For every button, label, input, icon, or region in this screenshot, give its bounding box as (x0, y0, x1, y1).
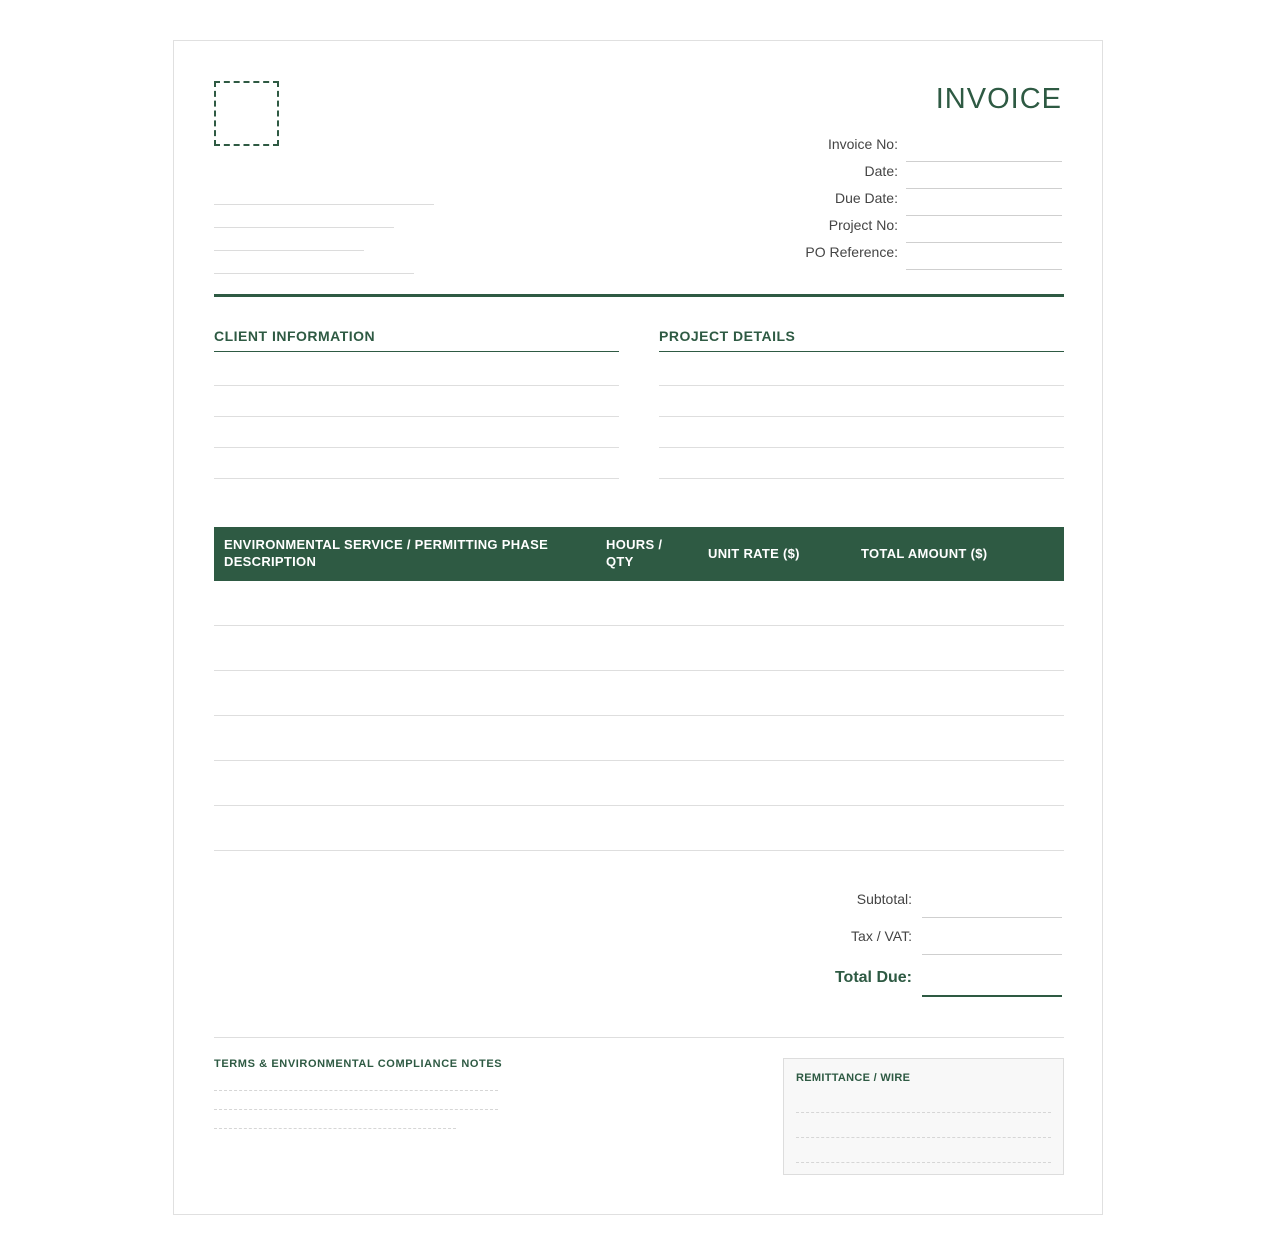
column-header-total-amount: TOTAL AMOUNT ($) (861, 546, 988, 561)
client-info-line-2[interactable] (214, 416, 619, 417)
total-due-label: Total Due: (834, 969, 912, 986)
table-row[interactable] (214, 805, 1064, 806)
table-row[interactable] (214, 850, 1064, 851)
invoice-number-label: Invoice No: (827, 136, 898, 152)
client-info-line-4[interactable] (214, 478, 619, 479)
invoice-page (173, 40, 1103, 1215)
terms-line-2[interactable] (214, 1109, 498, 1110)
client-info-line-1[interactable] (214, 385, 619, 386)
header-divider (214, 294, 1064, 297)
remittance-line-2[interactable] (796, 1137, 1051, 1138)
terms-line-3[interactable] (214, 1128, 456, 1129)
project-number-row (762, 217, 1062, 243)
tax-field[interactable] (922, 954, 1062, 955)
po-reference-row (762, 244, 1062, 270)
logo-placeholder[interactable] (214, 81, 279, 146)
table-row[interactable] (214, 760, 1064, 761)
footer-divider (214, 1037, 1064, 1038)
project-details-heading: PROJECT DETAILS (659, 328, 1064, 352)
due-date-row (762, 190, 1062, 216)
remittance-heading: REMITTANCE / WIRE (796, 1072, 911, 1084)
subtotal-label: Subtotal: (856, 891, 912, 907)
date-field[interactable] (906, 188, 1062, 189)
company-address-line-3[interactable] (214, 250, 364, 251)
subtotal-field[interactable] (922, 917, 1062, 918)
project-details-line-1[interactable] (659, 385, 1064, 386)
po-reference-label: PO Reference: (805, 244, 898, 260)
column-header-description: ENVIRONMENTAL SERVICE / PERMITTING PHASE DESCRIPTION (224, 537, 549, 569)
project-number-label: Project No: (828, 217, 898, 233)
invoice-title: INVOICE (935, 83, 1062, 115)
date-label: Date: (864, 163, 898, 179)
table-row[interactable] (214, 625, 1064, 626)
client-info-line-3[interactable] (214, 447, 619, 448)
tax-label: Tax / VAT: (851, 928, 912, 944)
line-items-table-header (214, 527, 1064, 581)
company-address-line-2[interactable] (214, 227, 394, 228)
due-date-label: Due Date: (834, 190, 898, 206)
project-details-line-2[interactable] (659, 416, 1064, 417)
total-due-field[interactable] (922, 995, 1062, 997)
company-address-line-4[interactable] (214, 273, 414, 274)
company-address-line-1[interactable] (214, 204, 434, 205)
column-header-hours-qty: HOURS / QTY (606, 537, 663, 569)
remittance-line-3[interactable] (796, 1162, 1051, 1163)
po-reference-field[interactable] (906, 269, 1062, 270)
invoice-number-row (762, 136, 1062, 162)
remittance-line-1[interactable] (796, 1112, 1051, 1113)
project-number-field[interactable] (906, 242, 1062, 243)
table-row[interactable] (214, 715, 1064, 716)
remittance-box (783, 1058, 1064, 1175)
project-details-line-4[interactable] (659, 478, 1064, 479)
invoice-number-field[interactable] (906, 161, 1062, 162)
column-header-unit-rate: UNIT RATE ($) (708, 546, 800, 561)
terms-heading: TERMS & ENVIRONMENTAL COMPLIANCE NOTES (214, 1058, 503, 1070)
project-details-line-3[interactable] (659, 447, 1064, 448)
table-row[interactable] (214, 670, 1064, 671)
terms-line-1[interactable] (214, 1090, 498, 1091)
date-row (762, 163, 1062, 189)
due-date-field[interactable] (906, 215, 1062, 216)
client-information-heading: CLIENT INFORMATION (214, 328, 619, 352)
